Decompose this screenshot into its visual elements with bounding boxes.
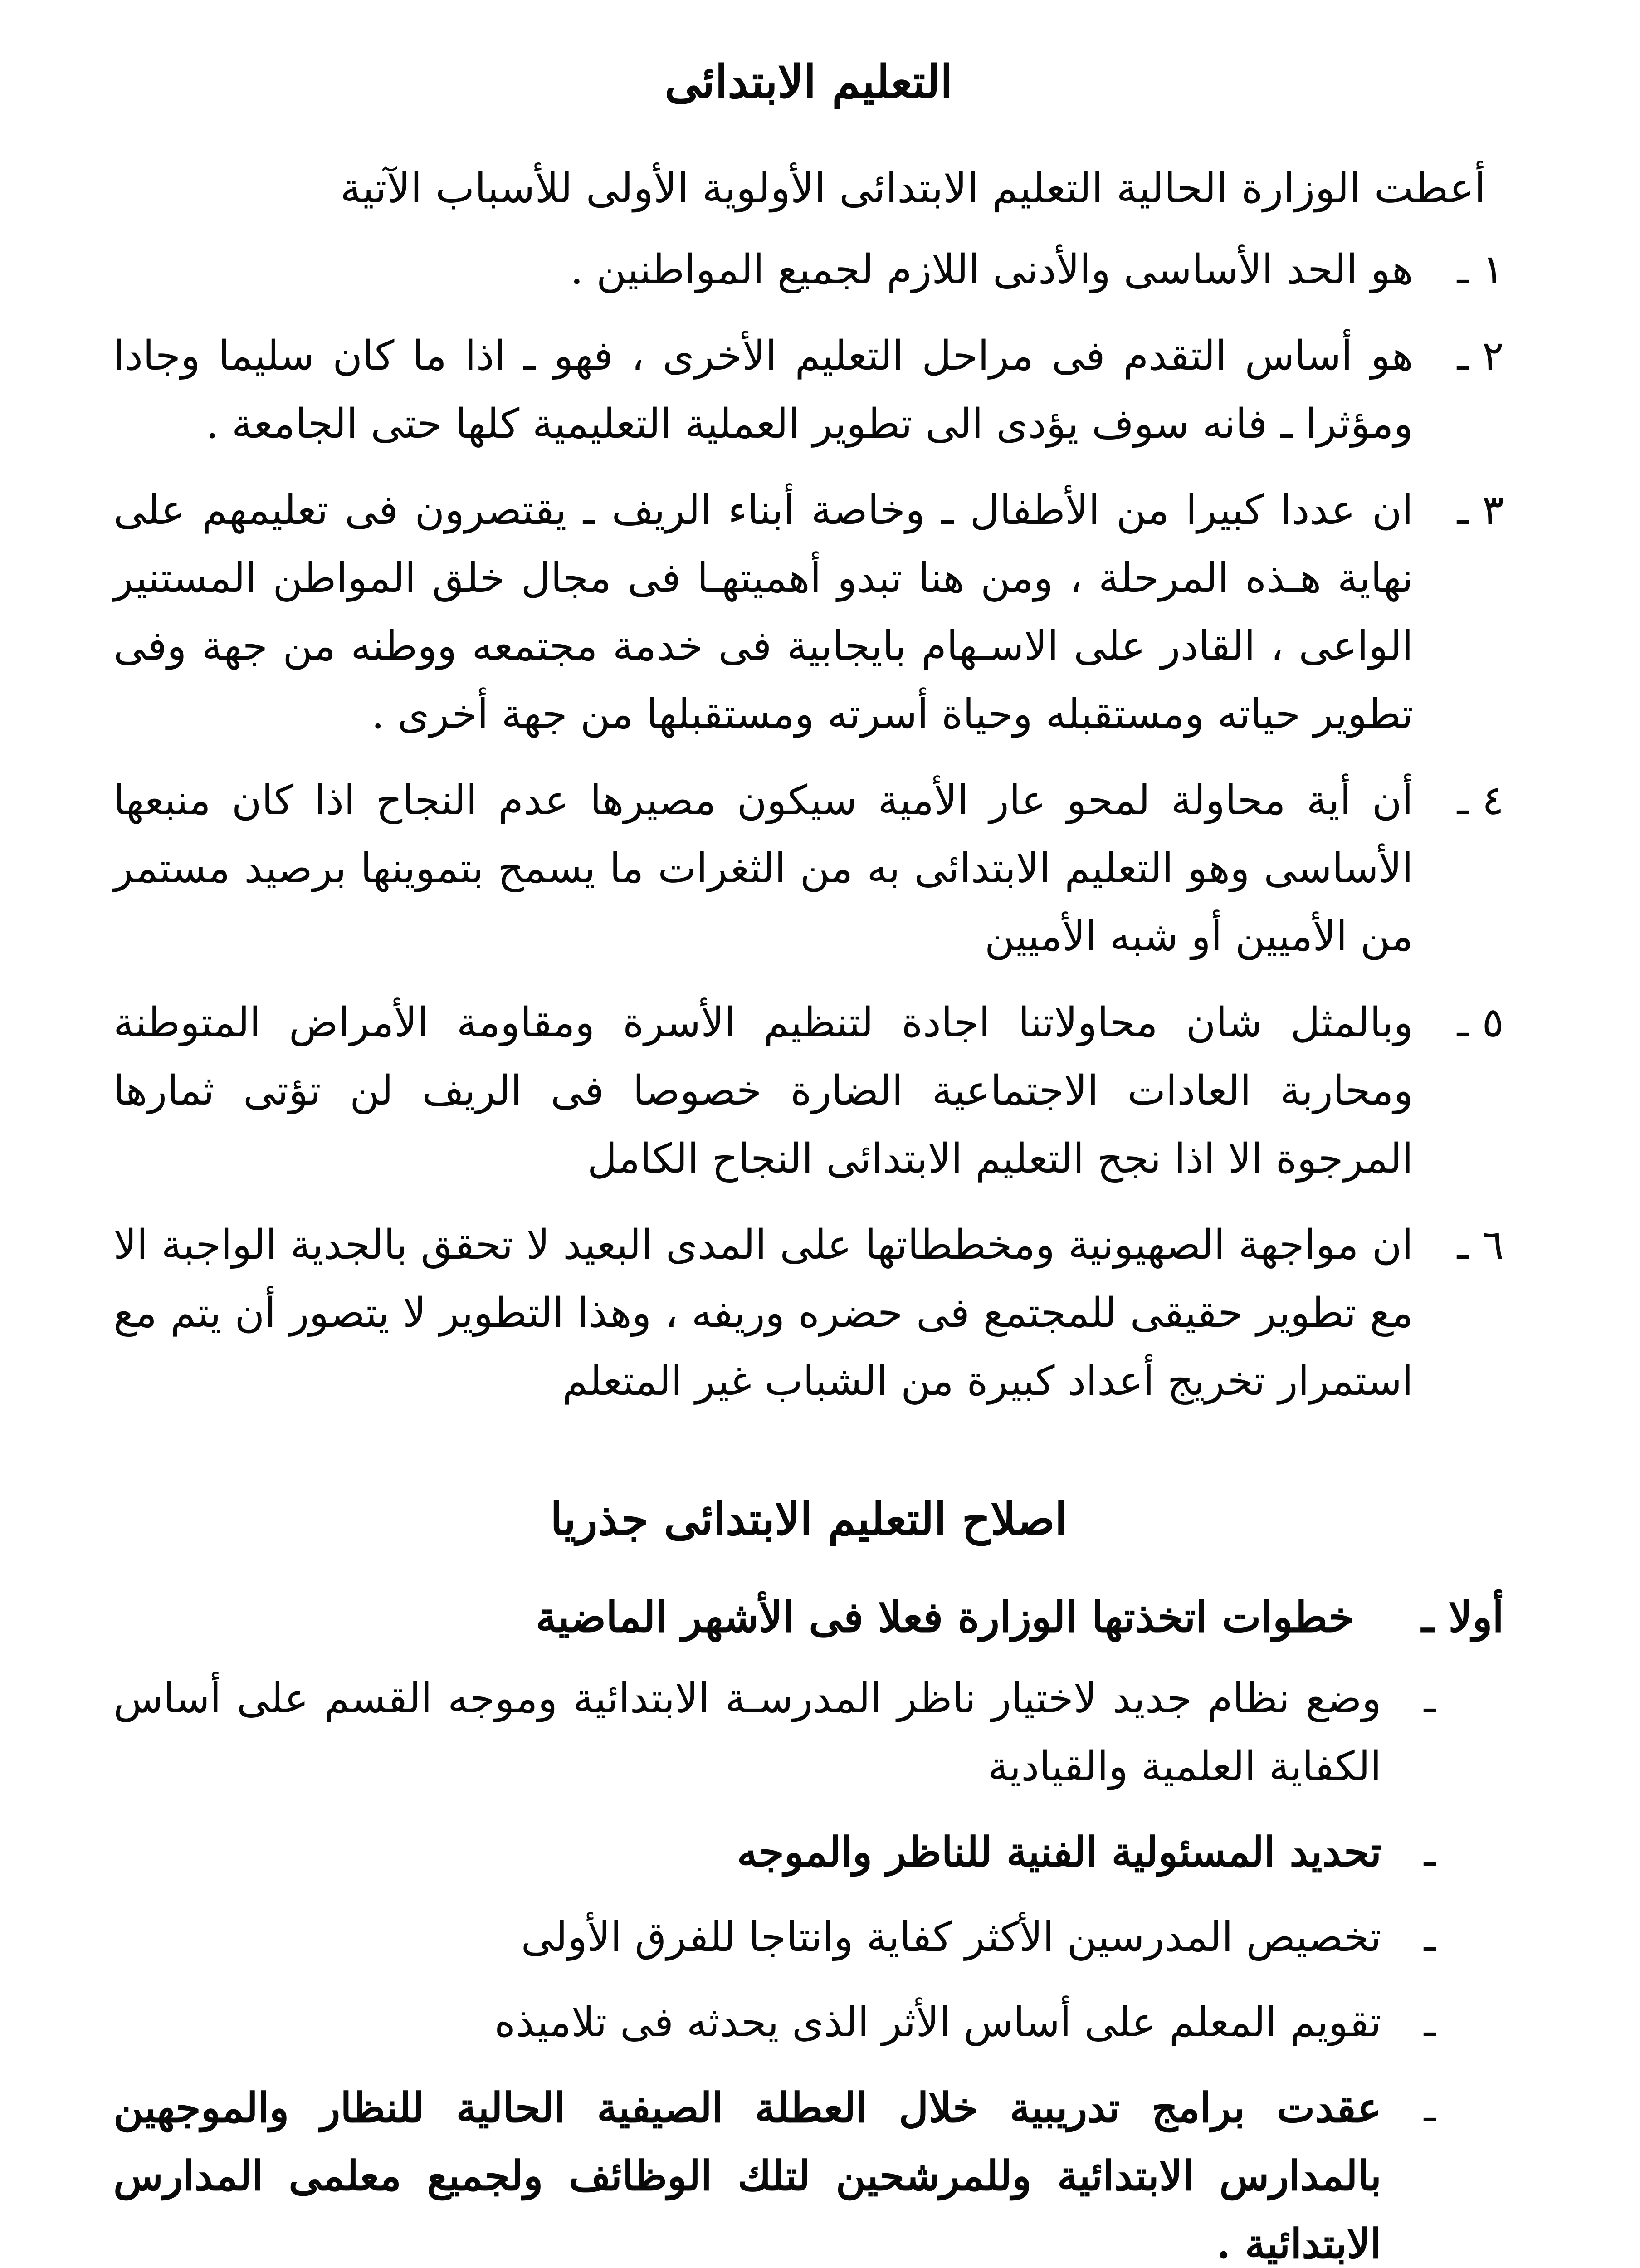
section-title: اصلاح التعليم الابتدائى جذريا (550, 1493, 1067, 1545)
reason-text: ان مواجهة الصهيونية ومخططاتها على المدى البعيد لا تحقق بالجدية الواجبة الا مع تطوير حقيقى للمجتمع فى حضره وريفه ، وهذا التطوير لا يتصور أن يتم مع استمرار تخريج أعداد كبيرة من الشباب غير المتعلم (113, 1221, 1413, 1405)
step-item (113, 2074, 1504, 2268)
step-dash: ـ (1424, 1999, 1436, 2046)
step-item (113, 1903, 1504, 1971)
step-text: عقدت برامج تدريبية خلال العطلة الصيفية الحالية للنظار والموجهين بالمدارس الابتدائية وللمرشحين لتلك الوظائف ولجميع معلمى المدارس الابتدائية . (113, 2084, 1381, 2268)
reasons-list (113, 236, 1504, 1415)
reason-item (113, 476, 1504, 748)
reason-number: ٦ ـ (1457, 1221, 1504, 1269)
reason-item (113, 236, 1504, 304)
step-text: وضع نظام جديد لاختيار ناظر المدرسـة الابتدائية وموجه القسم على أساس الكفاية العلمية والقيادية (113, 1675, 1381, 1790)
reason-text: ان عددا كبيرا من الأطفال ـ وخاصة أبناء الريف ـ يقتصرون فى تعليمهم على نهاية هـذه المرحلة ، ومن هنا تبدو أهميتهـا فى مجال خلق المواطن المستنير الواعى ، القادر على الاسـهام بايجابية فى خدمة مجتمعه ووطنه من جهة وفى تطوير حياته ومستقبله وحياة أسرته ومستقبلها من جهة أخرى . (113, 486, 1413, 738)
reason-text: هو الحد الأساسى والأدنى اللازم لجميع المواطنين . (570, 246, 1413, 293)
step-dash: ـ (1424, 2084, 1436, 2131)
reason-item (113, 322, 1504, 458)
reason-item (113, 989, 1504, 1193)
step-dash: ـ (1424, 1913, 1436, 1961)
reason-number: ١ ـ (1457, 246, 1504, 293)
step-text: تقويم المعلم على أساس الأثر الذى يحدثه فى تلاميذه (494, 1999, 1381, 2046)
reason-text: وبالمثل شان محاولاتنا اجادة لتنظيم الأسرة ومقاومة الأمراض المتوطنة ومحاربة العادات الاجتماعية الضارة خصوصا فى الريف لن تؤتى ثمارها المرجوة الا اذا نجح التعليم الابتدائى النجاح الكامل (113, 999, 1413, 1183)
step-heading (113, 1583, 1504, 1651)
step-item (113, 1989, 1504, 2057)
step-heading-text: خطوات اتخذتها الوزارة فعلا فى الأشهر الماضية (535, 1593, 1354, 1642)
reason-item (113, 1211, 1504, 1415)
step-item (113, 1665, 1504, 1801)
intro-paragraph: أعطت الوزارة الحالية التعليم الابتدائى الأولوية الأولى للأسباب الآتية (340, 164, 1486, 212)
reason-number: ٢ ـ (1457, 332, 1504, 380)
step-heading-label: أولا ـ (1421, 1593, 1504, 1642)
step-dash: ـ (1424, 1675, 1436, 1722)
step-text: تخصيص المدرسين الأكثر كفاية وانتاجا للفرق الأولى (521, 1913, 1381, 1961)
step-dash: ـ (1424, 1828, 1436, 1876)
page-title: التعليم الابتدائى (664, 55, 953, 108)
reason-number: ٥ ـ (1457, 999, 1504, 1046)
step-text: تحديد المسئولية الفنية للناظر والموجه (737, 1828, 1381, 1876)
reason-text: أن أية محاولة لمحو عار الأمية سيكون مصيرها عدم النجاح اذا كان منبعها الأساسى وهو التعليم الابتدائى به من الثغرات ما يسمح بتموينها برصيد مستمر من الأميين أو شبه الأميين (113, 777, 1413, 960)
reason-text: هو أساس التقدم فى مراحل التعليم الأخرى ، فهو ـ اذا ما كان سليما وجادا ومؤثرا ـ فانه سوف يؤدى الى تطوير العملية التعليمية كلها حتى الجامعة . (113, 332, 1413, 448)
steps-list (113, 1665, 1504, 2268)
reason-number: ٤ ـ (1457, 777, 1504, 824)
reason-number: ٣ ـ (1457, 486, 1504, 534)
reason-item (113, 767, 1504, 971)
step-item (113, 1818, 1504, 1886)
